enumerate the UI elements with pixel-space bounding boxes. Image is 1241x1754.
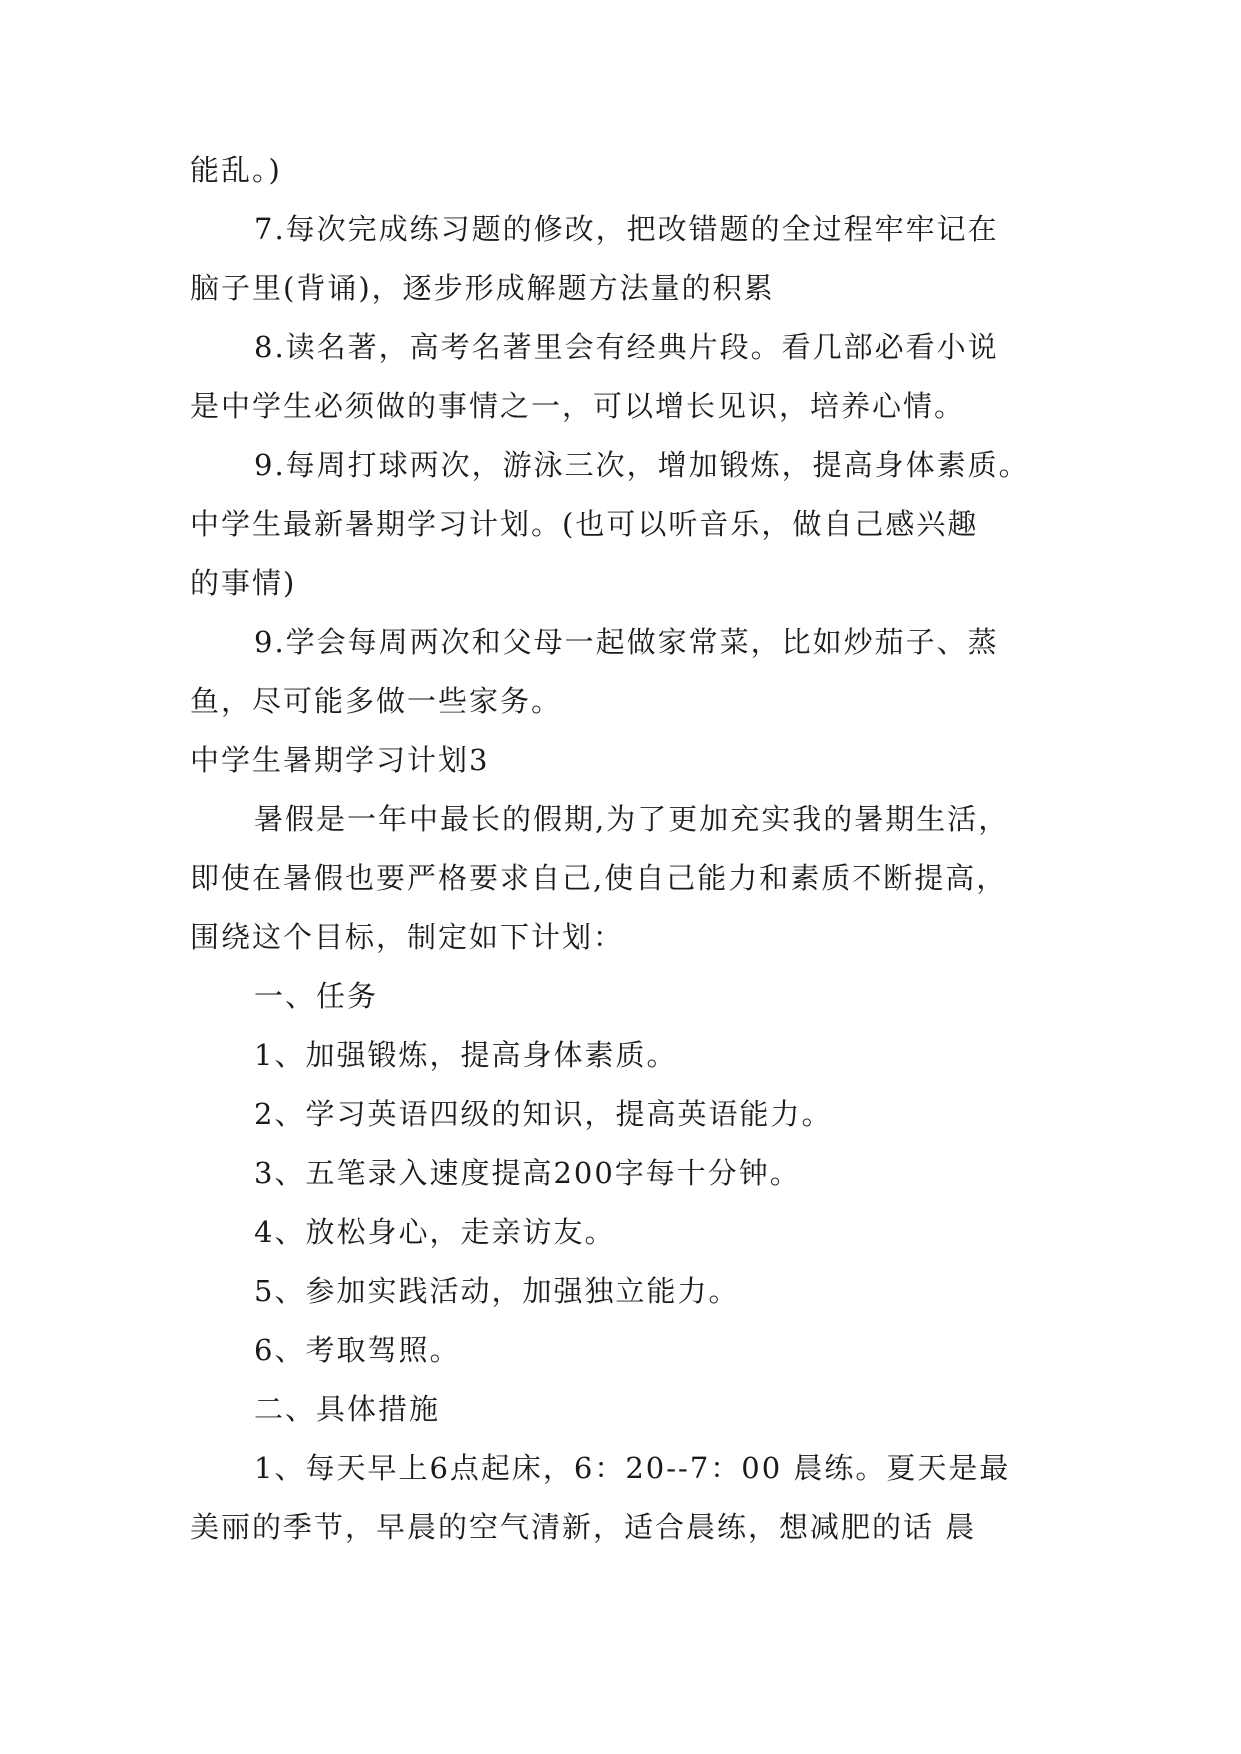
list-item: 6、考取驾照。 [254,1333,461,1367]
text-line: 中学生最新暑期学习计划。(也可以听音乐，做自己感兴趣 [190,507,979,541]
list-item: 1、每天早上6点起床，6：20--7：00 晨练。夏天是最 [254,1451,1011,1485]
text-line: 即使在暑假也要严格要求自己,使自己能力和素质不断提高， [190,861,1008,895]
text-line: 脑子里(背诵)，逐步形成解题方法量的积累 [190,271,775,305]
list-item: 4、放松身心，走亲访友。 [254,1215,616,1249]
text-line: 9.每周打球两次，游泳三次，增加锻炼，提高身体素质。 [254,448,1030,482]
text-line: 9.学会每周两次和父母一起做家常菜，比如炒茄子、蒸 [254,625,999,659]
list-item: 5、参加实践活动，加强独立能力。 [254,1274,740,1308]
list-item: 1、加强锻炼，提高身体素质。 [254,1038,678,1072]
text-line: 暑假是一年中最长的假期,为了更加充实我的暑期生活， [254,802,1010,836]
section-heading: 中学生暑期学习计划3 [190,743,490,777]
text-line: 8.读名著，高考名著里会有经典片段。看几部必看小说 [254,330,999,364]
sub-heading: 二、具体措施 [254,1392,441,1426]
text-line: 鱼，尽可能多做一些家务。 [190,684,563,718]
text-line: 能乱。) [190,153,282,187]
list-item: 3、五笔录入速度提高200字每十分钟。 [254,1156,801,1190]
text-line: 围绕这个目标，制定如下计划： [190,920,625,954]
text-line: 7.每次完成练习题的修改，把改错题的全过程牢牢记在 [254,212,999,246]
list-item: 2、学习英语四级的知识，提高英语能力。 [254,1097,833,1131]
text-line: 的事情) [190,566,297,600]
sub-heading: 一、任务 [254,979,379,1013]
text-line: 美丽的季节，早晨的空气清新，适合晨练，想减肥的话 晨 [190,1510,977,1544]
text-line: 是中学生必须做的事情之一，可以增长见识，培养心情。 [190,389,966,423]
